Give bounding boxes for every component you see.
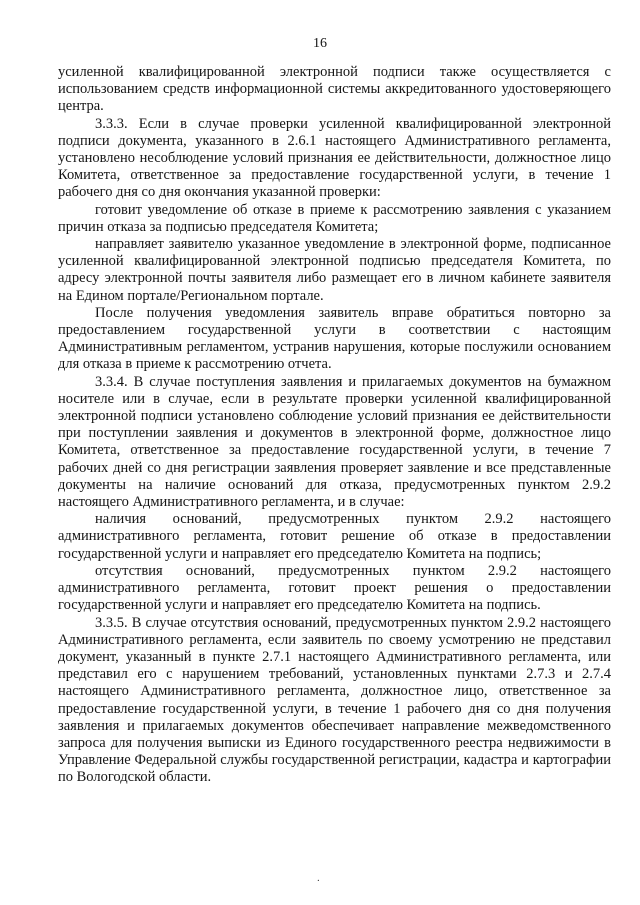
paragraph-3-3-5: 3.3.5. В случае отсутствия оснований, предусмотренных пунктом 2.9.2 настоящего Административного регламента, если заявитель по своему усмотрению не представил документ, указанный в пункте 2.7.1 настоящего Административного регламента, или представил его с нарушением требований, установленных пунктами 2.7.3 и 2.7.4 настоящего Административного регламента, должностное лицо, ответственное за предоставление государственной услуги, в течение 1 рабочего дня со дня получения заявления и прилагаемых документов обеспечивает направление межведомственного запроса для получения выписки из Единого государственного реестра недвижимости в Управление Федеральной службы государственной регистрации, кадастра и картографии по Вологодской области. [58,614,611,786]
paragraph-send-notice: направляет заявителю указанное уведомление в электронной форме, подписанное усиленной квалифицированной электронной подписью председателя Комитета, по адресу электронной почты заявителя либо размещает его в личном кабинете заявителя на Едином портале/Региональном портале. [58,236,611,304]
paragraph-grounds-absent: отсутствия оснований, предусмотренных пунктом 2.9.2 настоящего административного регламента, готовит проект решения о предоставлении государственной услуги и направляет его председателю Комитета на подпись. [58,562,611,614]
paragraph-reapply: После получения уведомления заявитель вправе обратиться повторно за предоставлением государственной услуги в соответствии с настоящим Административным регламентом, устранив нарушения, которые послужили основанием для отказа в приеме к рассмотрению отчета. [58,304,611,373]
paragraph-continuation: усиленной квалифицированной электронной подписи также осуществляется с использованием средств информационной системы аккредитованного удостоверяющего центра. [58,64,611,115]
page-number: 16 [313,36,327,51]
paragraph-prepare-notice: готовит уведомление об отказе в приеме к рассмотрению заявления с указанием причин отказа за подписью председателя Комитета; [58,201,611,235]
paragraph-3-3-3: 3.3.3. Если в случае проверки усиленной квалифицированной электронной подписи документа, указанного в 2.6.1 настоящего Административного регламента, установлено несоблюдение условий признания ее действительности, должностное лицо Комитета, ответственное за предоставление государственной услуги, в течение 1 рабочего дня со дня окончания указанной проверки: [58,115,611,201]
paragraph-3-3-4: 3.3.4. В случае поступления заявления и прилагаемых документов на бумажном носителе или в случае, если в результате проверки усиленной квалифицированной электронной подписи установлено соблюдение условий признания ее действительности при поступлении заявления и документов в электронной форме, должностное лицо Комитета, ответственное за предоставление государственной услуги, в течение 7 рабочих дней со дня регистрации заявления проверяет заявление и все представленные документы на наличие оснований для отказа, предусмотренных пунктом 2.9.2 настоящего Административного регламента, и в случае: [58,373,611,511]
paragraph-grounds-present: наличия оснований, предусмотренных пунктом 2.9.2 настоящего административного регламента, готовит решение об отказе в предоставлении государственной услуги и направляет его председателю Комитета на подпись; [58,511,611,562]
footer-mark: . [317,872,320,884]
